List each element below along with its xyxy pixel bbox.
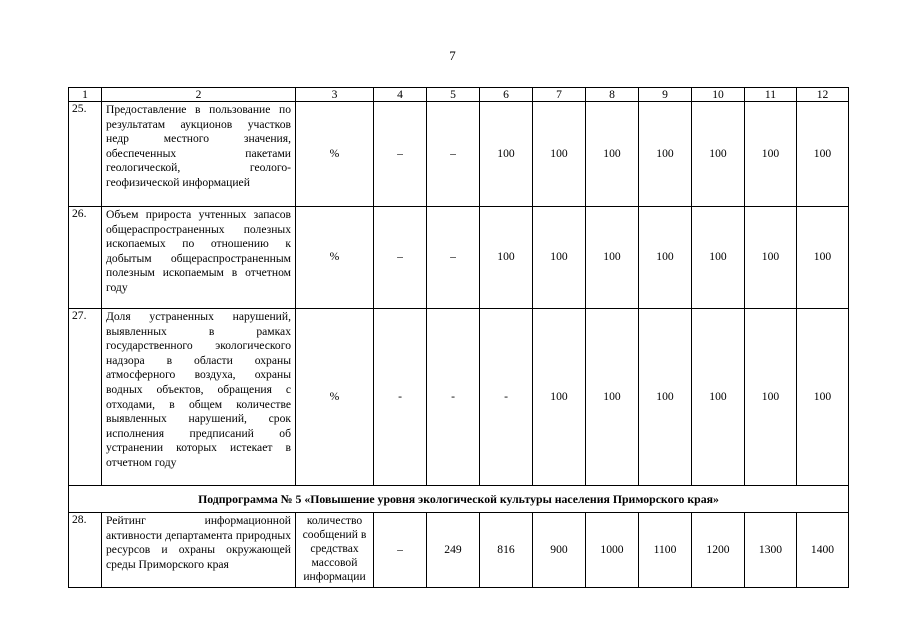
table-row xyxy=(69,513,849,588)
value-cell: – xyxy=(374,102,427,207)
table-row xyxy=(69,102,849,207)
column-header: 2 xyxy=(102,88,296,102)
row-number: 28. xyxy=(69,513,102,588)
value-cell: 100 xyxy=(586,102,639,207)
indicator-name: Доля устраненных нарушений, выявленных в рамках государственного экологического надзора в области охраны атмосферного воздуха, охраны водных объектов, обращения с отходами, в общем количестве выявленных нарушений, срок исполнения предписаний об устранении которых истекает в отчетном году xyxy=(102,309,296,486)
column-header: 12 xyxy=(797,88,849,102)
value-cell: 100 xyxy=(745,309,797,486)
subprogram-row xyxy=(69,486,849,513)
value-cell: 249 xyxy=(427,513,480,588)
column-header: 9 xyxy=(639,88,692,102)
value-cell: 1300 xyxy=(745,513,797,588)
value-cell: 100 xyxy=(797,207,849,309)
page-number: 7 xyxy=(449,48,456,63)
value-cell: 100 xyxy=(533,102,586,207)
value-cell: 100 xyxy=(745,207,797,309)
indicator-name: Предоставление в пользование по результатам аукционов участков недр местного значения, обеспеченных пакетами геологической, геолого-геофизической информацией xyxy=(102,102,296,207)
column-header: 5 xyxy=(427,88,480,102)
value-cell: - xyxy=(480,309,533,486)
indicator-name: Объем прироста учтенных запасов общераспространенных полезных ископаемых по отношению к добытым общераспространенным полезным ископаемым в отчетном году xyxy=(102,207,296,309)
value-cell: – xyxy=(374,207,427,309)
value-cell: 100 xyxy=(797,102,849,207)
value-cell: 100 xyxy=(692,309,745,486)
value-cell: – xyxy=(427,207,480,309)
value-cell: 100 xyxy=(745,102,797,207)
column-header: 4 xyxy=(374,88,427,102)
table-row xyxy=(69,309,849,486)
row-number: 25. xyxy=(69,102,102,207)
value-cell: – xyxy=(427,102,480,207)
unit-cell: % xyxy=(296,207,374,309)
value-cell: - xyxy=(374,309,427,486)
subprogram-title: Подпрограмма № 5 «Повышение уровня экологической культуры населения Приморского края» xyxy=(69,486,849,513)
unit-cell: % xyxy=(296,102,374,207)
column-header: 10 xyxy=(692,88,745,102)
header-row xyxy=(69,88,849,102)
value-cell: 100 xyxy=(533,309,586,486)
value-cell: – xyxy=(374,513,427,588)
value-cell: 100 xyxy=(639,207,692,309)
unit-cell: количество сообщений в средствах массовой информации xyxy=(296,513,374,588)
column-header: 6 xyxy=(480,88,533,102)
column-header: 7 xyxy=(533,88,586,102)
value-cell: 900 xyxy=(533,513,586,588)
value-cell: 100 xyxy=(692,102,745,207)
indicators-table xyxy=(68,87,849,588)
value-cell: 1400 xyxy=(797,513,849,588)
value-cell: 816 xyxy=(480,513,533,588)
value-cell: 1200 xyxy=(692,513,745,588)
row-number: 27. xyxy=(69,309,102,486)
value-cell: 100 xyxy=(586,207,639,309)
row-number: 26. xyxy=(69,207,102,309)
indicator-name: Рейтинг информационной активности департамента природных ресурсов и охраны окружающей среды Приморского края xyxy=(102,513,296,588)
value-cell: 100 xyxy=(480,207,533,309)
value-cell: 1100 xyxy=(639,513,692,588)
value-cell: 100 xyxy=(639,102,692,207)
value-cell: 100 xyxy=(797,309,849,486)
value-cell: 100 xyxy=(586,309,639,486)
table-row xyxy=(69,207,849,309)
column-header: 3 xyxy=(296,88,374,102)
column-header: 11 xyxy=(745,88,797,102)
value-cell: - xyxy=(427,309,480,486)
unit-cell: % xyxy=(296,309,374,486)
value-cell: 100 xyxy=(533,207,586,309)
value-cell: 1000 xyxy=(586,513,639,588)
column-header: 1 xyxy=(69,88,102,102)
value-cell: 100 xyxy=(480,102,533,207)
column-header: 8 xyxy=(586,88,639,102)
value-cell: 100 xyxy=(692,207,745,309)
value-cell: 100 xyxy=(639,309,692,486)
